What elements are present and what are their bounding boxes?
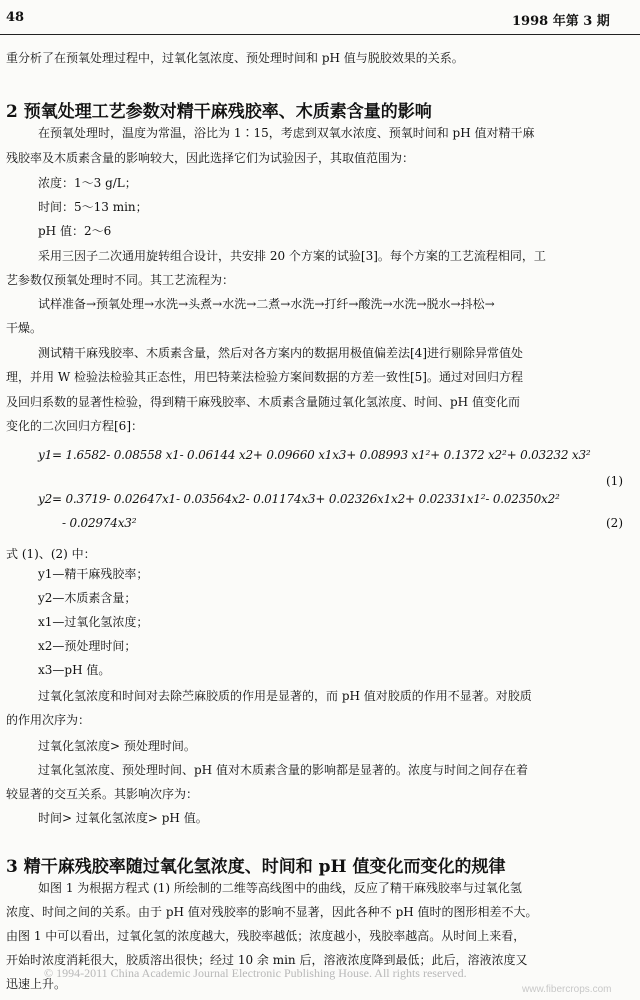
body-line: 较显著的交互关系。其影响次序为： [6, 787, 199, 801]
body-line: 重分析了在预氧处理过程中，过氧化氢浓度、预处理时间和 pH 值与脱胶效果的关系。 [6, 51, 464, 65]
variable-def: y1—精干麻残胶率； [38, 567, 149, 581]
variable-intro: 式 (1)、(2) 中： [6, 547, 96, 561]
order-line: 时间> 过氧化氢浓度> pH 值。 [38, 811, 208, 825]
variable-def: x3—pH 值。 [38, 663, 111, 677]
range-ph: pH 值：2～6 [38, 224, 112, 238]
equation-1: y1= 1.6582- 0.08558 x1- 0.06144 x2+ 0.09660 x1x3+ 0.08993 x1²+ 0.1372 x2²+ 0.03232 x3² [38, 448, 591, 462]
header-rule [0, 34, 640, 35]
body-line: 浓度、时间之间的关系。由于 pH 值对残胶率的影响不显著，因此各种不 pH 值时的图形相差不大。 [6, 905, 538, 919]
equation-1-number: (1) [606, 474, 623, 488]
order-line: 过氧化氢浓度> 预处理时间。 [38, 739, 196, 753]
body-line: 过氧化氢浓度和时间对去除苎麻胶质的作用是显著的，而 pH 值对胶质的作用不显著。对胶质 [38, 689, 532, 703]
equation-2-number: (2) [606, 516, 623, 530]
section-3-title: 3 精干麻残胶率随过氧化氢浓度、时间和 pH 值变化而变化的规律 [6, 857, 506, 877]
body-line: 采用三因子二次通用旋转组合设计，共安排 20 个方案的试验[3]。每个方案的工艺流程相同，工 [38, 249, 546, 263]
range-time: 时间：5～13 min； [38, 200, 148, 214]
equation-2-cont: - 0.02974x3² [62, 516, 137, 530]
body-line: 艺参数仅预氧处理时不同。其工艺流程为： [6, 273, 235, 287]
site-watermark: www.fibercrops.com [522, 984, 612, 995]
body-line: 理，并用 W 检验法检验其正态性，用巴特莱法检验方案间数据的方差一致性[5]。通过对回归方程 [6, 370, 523, 384]
variable-def: x1—过氧化氢浓度； [38, 615, 149, 629]
body-line: 如图 1 为根据方程式 (1) 所绘制的二维等高线图中的曲线，反应了精干麻残胶率与过氧化氢 [38, 881, 522, 895]
body-line: 及回归系数的显著性检验，得到精干麻残胶率、木质素含量随过氧化氢浓度、时间、pH 值变化而 [6, 395, 520, 409]
process-flow-end: 干燥。 [6, 321, 43, 335]
page-number: 48 [6, 10, 25, 25]
body-line: 残胶率及木质素含量的影响较大，因此选择它们为试验因子，其取值范围为： [6, 151, 415, 165]
body-line: 开始时浓度消耗很大，胶质溶出很快；经过 10 余 min 后，溶液浓度降到最低；此后，溶液浓度又 [6, 953, 528, 967]
copyright-footer: © 1994-2011 China Academic Journal Electronic Publishing House. All rights reserved. [44, 966, 467, 980]
section-2-title: 2 预氧处理工艺参数对精干麻残胶率、木质素含量的影响 [6, 102, 432, 122]
body-line: 的作用次序为： [6, 713, 91, 727]
body-line: 由图 1 中可以看出，过氧化氢的浓度越大，残胶率越低；浓度越小，残胶率越高。从时间上来看， [6, 929, 526, 943]
issue-label: 1998 年第 3 期 [512, 14, 610, 29]
body-line: 迅速上升。 [6, 977, 67, 991]
body-line: 变化的二次回归方程[6]： [6, 419, 143, 433]
range-concentration: 浓度：1～3 g/L； [38, 176, 137, 190]
variable-def: x2—预处理时间； [38, 639, 137, 653]
body-line: 测试精干麻残胶率、木质素含量，然后对各方案内的数据用极值偏差法[4]进行剔除异常值处 [38, 346, 524, 360]
body-line: 在预氧处理时，温度为常温，浴比为 1∶15，考虑到双氧水浓度、预氧时间和 pH 值对精干麻 [38, 126, 535, 140]
variable-def: y2—木质素含量； [38, 591, 137, 605]
equation-2: y2= 0.3719- 0.02647x1- 0.03564x2- 0.01174x3+ 0.02326x1x2+ 0.02331x1²- 0.02350x2² [38, 492, 560, 506]
process-flow: 试样准备→预氧处理→水洗→头煮→水洗→二煮→水洗→打纤→酸洗→水洗→脱水→抖松→ [38, 297, 495, 311]
body-line: 过氧化氢浓度、预处理时间、pH 值对木质素含量的影响都是显著的。浓度与时间之间存在着 [38, 763, 528, 777]
